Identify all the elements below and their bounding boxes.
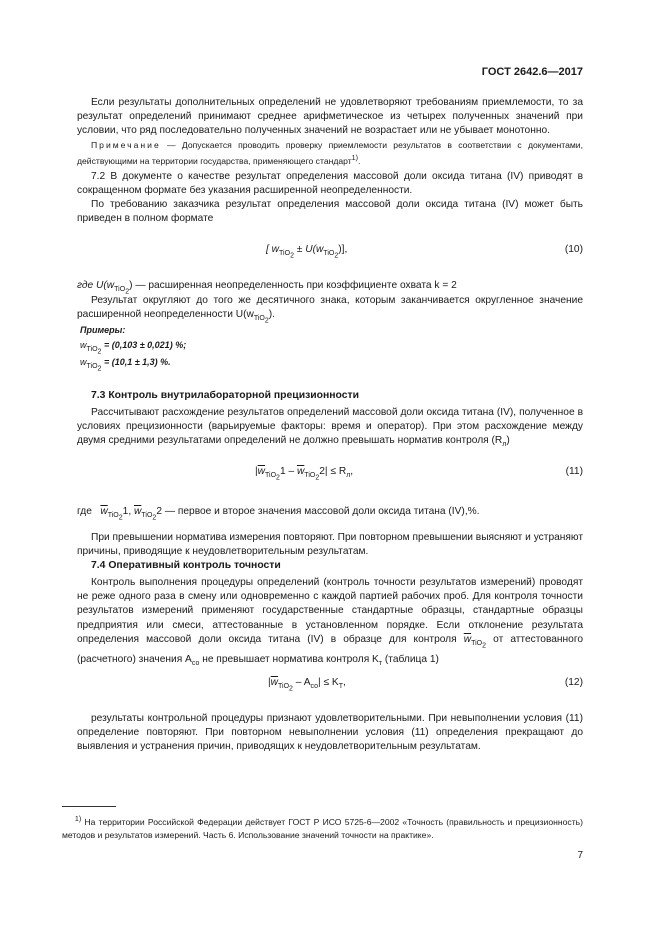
- examples-label: Примеры:: [80, 325, 126, 335]
- repeat-measurement-paragraph: При превышении норматива измерения повторяют. При повторном превышении выясняют и устраняют причины, приводящие к неудовлетворительным результатам.: [77, 532, 583, 558]
- rounding-paragraph: Результат округляют до того же десятичного знака, которым заканчивается округленное значение расширенной неопределенности $U(w_{TiO_2})$.: [77, 295, 583, 325]
- formula-11-expression: $|\overline{w}_{TiO_2}1 - \overline{w}_{TiO_2}2| \le R_л$,: [255, 466, 354, 482]
- note-label: Примечание: [91, 140, 161, 150]
- formula-10: [77, 244, 583, 260]
- formula-10-expression: [ $w_{TiO_2} \pm U(w_{TiO_2})$],: [266, 244, 348, 260]
- example-2: $w_{TiO_2} = (10,1 \pm 1,3)$ %.: [80, 357, 171, 373]
- note-footnote-ref: 1): [351, 154, 359, 162]
- result-paragraph: результаты контрольной процедуры признают удовлетворительными. При невыполнении условия (11) определение повторяют. При повторном невыполнении условия (11) определения прекращают до выявления и устранения причин, приводящих к неудовлетворительным результатам.: [77, 713, 583, 753]
- uncertainty-definition: где $U(w_{TiO_2})$ — расширенная неопределенность при коэффициенте охвата k = 2: [77, 280, 457, 296]
- formula-10-number: (10): [564, 244, 583, 255]
- note-text: — Допускается проводить проверку приемлемости результатов в соответствии с документами, действующими на территории государства, применяющего стандарт: [77, 140, 583, 166]
- note-paragraph: Примечание — Допускается проводить проверку приемлемости результатов в соответствии с документами, действующими на территории государства, применяющего стандарт$^{1)}$.: [77, 140, 583, 166]
- footnote-ref: 1): [74, 815, 82, 823]
- formula-11-number: (11): [565, 466, 583, 477]
- paragraph-repeat-conditions: Если результаты дополнительных определений не удовлетворяют требованиям приемлемости, то за результат определений принимают среднее арифметическое из четырех полученных значений при условии, что ряд последовательно полученных значений не возрастает или не убывает монотонно.: [77, 97, 583, 137]
- formula-12-expression: $|\overline{w}_{TiO_2} - A_{со}| \le K_T$,: [268, 677, 346, 693]
- footnote-text: На территории Российской Федерации действует ГОСТ Р ИСО 5725-6—2002 «Точность (правильность и прецизионность) методов и результатов измерений. Часть 6. Использование значений точности на практике».: [62, 816, 583, 841]
- formula-12-number: (12): [564, 677, 583, 688]
- paragraph-7-2-full-format: По требованию заказчика результат определения массовой доли оксида титана (IV) может быть приведен в полном формате: [77, 199, 583, 225]
- document-code: ГОСТ 2642.6—2017: [481, 66, 583, 78]
- footnote-separator: [62, 806, 116, 807]
- section-7-4-heading: 7.4 Оперативный контроль точности: [91, 560, 281, 571]
- section-7-3-heading: 7.3 Контроль внутрилабораторной прецизионности: [91, 390, 359, 401]
- formula-11: [77, 466, 583, 482]
- paragraph-7-2: 7.2 В документе о качестве результат определения массовой доли оксида титана (IV) приводят в сокращенном формате без указания расширенной неопределенности.: [77, 171, 583, 197]
- formula-12: [77, 677, 583, 693]
- paragraph-7-4: Контроль выполнения процедуры определений (контроль точности результатов измерений) проводят не реже одного раза в смену или одновременно с каждой партией рабочих проб. Для контроля точности результатов измерений применяют государственные стандартные образцы, стандартные образцы предприятия или смеси, аттестованные в установленном порядке. Если отклонение результата определения массовой доли оксида титана (IV) в образце для контроля $\overline{w}_{TiO_2}$ от аттестованного (расчетного) значения $A_{со}$ не превышает норматива контроля $K_т$ (таблица 1): [77, 577, 583, 668]
- page-number: 7: [577, 850, 583, 861]
- footnote: [62, 813, 583, 843]
- formula-11-definitions: где $\overline{w}_{TiO_2}1$, $\overline{w}_{TiO_2}2$ — первое и второе значения массовой доли оксида титана (IV),%.: [77, 506, 480, 522]
- example-1: $w_{TiO_2} = (0,103 \pm 0,021)$ %;: [80, 340, 187, 356]
- paragraph-7-3: Рассчитывают расхождение результатов определений массовой доли оксида титана (IV), полученное в условиях прецизионности (варьируемые факторы: время и оператор). При этом расхождение между двумя средними результатами определений не должно превышать норматив контроля $(R_л)$: [77, 407, 583, 449]
